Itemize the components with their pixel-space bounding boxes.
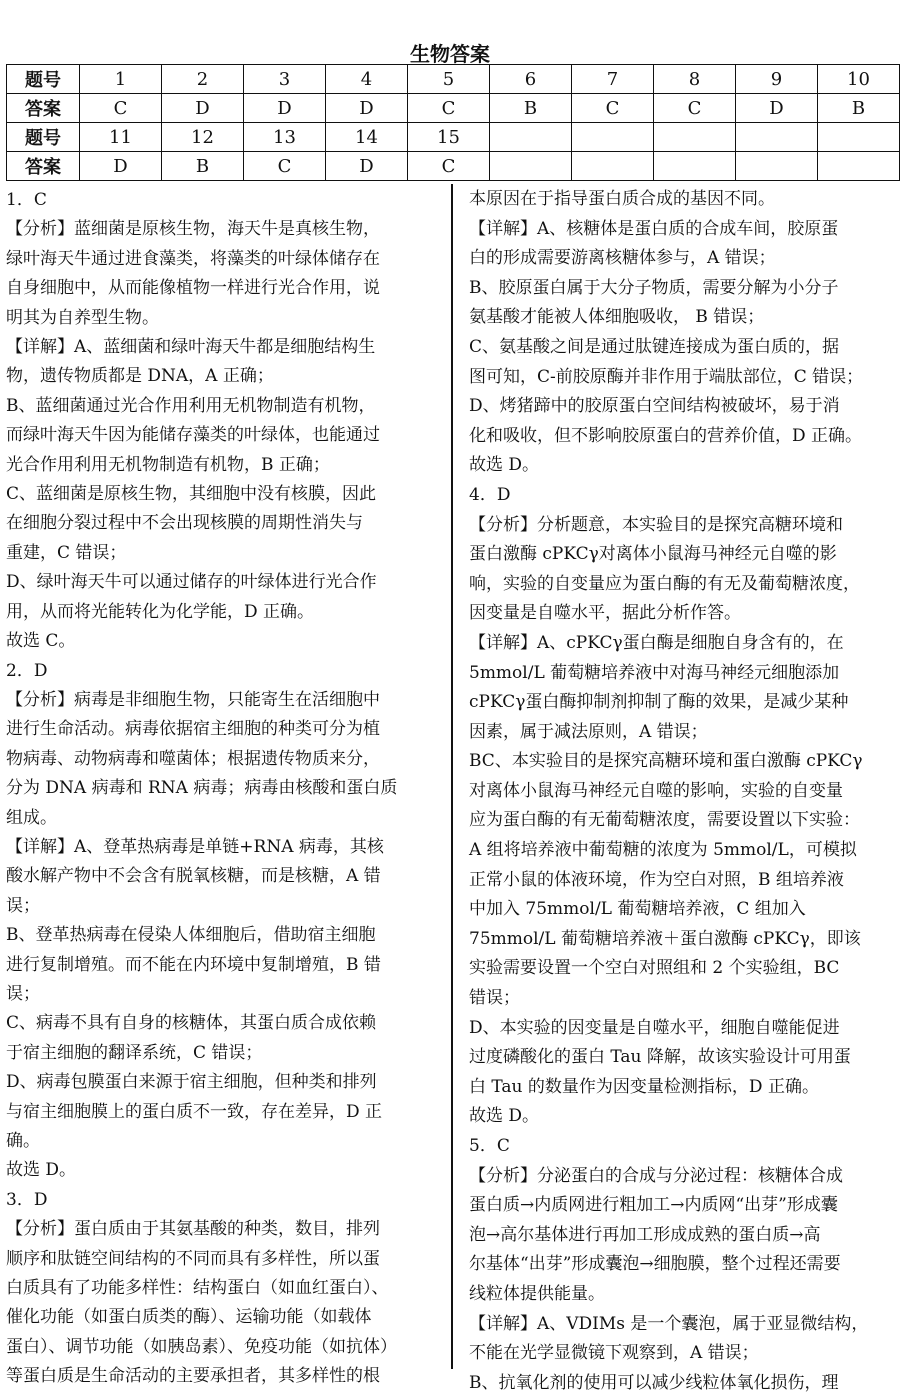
text-line: 中加入 75mmol/L 葡萄糖培养液，C 组加入 <box>469 899 806 920</box>
right-column <box>469 185 897 1398</box>
text-line: D、病毒包膜蛋白来源于宿主细胞，但种类和排列 <box>6 1072 377 1093</box>
text-line: 自身细胞中，从而能像植物一样进行光合作用，说 <box>6 278 380 299</box>
text-line: 尔基体“出芽”形成囊泡→细胞膜，整个过程还需要 <box>469 1254 841 1275</box>
table-cell: D <box>80 152 162 181</box>
text-line: 等蛋白质是生命活动的主要承担者，其多样性的根 <box>6 1366 380 1387</box>
text-line: B、登革热病毒在侵染人体细胞后，借助宿主细胞 <box>6 925 376 946</box>
text-line: B、胶原蛋白属于大分子物质，需要分解为小分子 <box>469 277 839 298</box>
text-line: 正常小鼠的体液环境，作为空白对照，B 组培养液 <box>469 869 844 890</box>
text-line: 错误； <box>469 988 520 1009</box>
table-row <box>7 94 900 123</box>
table-cell: 12 <box>162 123 244 152</box>
row-header-cell: 答案 <box>7 94 80 123</box>
text-line: 故选 D。 <box>6 1160 77 1181</box>
text-line: 误； <box>6 983 40 1004</box>
text-line: 蛋白质→内质网进行粗加工→内质网“出芽”形成囊 <box>469 1195 838 1216</box>
text-line: 酸水解产物中不会含有脱氧核糖，而是核糖，A 错 <box>6 866 381 887</box>
text-line: C、蓝细菌是原核生物，其细胞中没有核膜，因此 <box>6 484 377 505</box>
table-cell: 14 <box>326 123 408 152</box>
text-line: 响，实验的自变量应为蛋白酶的有无及葡萄糖浓度， <box>469 573 860 594</box>
text-line: 实验需要设置一个空白对照组和 2 个实验组，BC <box>469 958 840 979</box>
text-line: 化和吸收，但不影响胶原蛋白的营养价值，D 正确。 <box>469 425 863 446</box>
text-line: 在细胞分裂过程中不会出现核膜的周期性消失与 <box>6 513 363 534</box>
table-cell <box>490 152 572 181</box>
text-line: 应为蛋白酶的有无葡萄糖浓度，需要设置以下实验： <box>469 810 860 831</box>
table-cell <box>572 123 654 152</box>
table-cell: C <box>80 94 162 123</box>
table-cell: 6 <box>490 65 572 94</box>
text-line: 【详解】A、蓝细菌和绿叶海天牛都是细胞结构生 <box>6 337 376 358</box>
table-cell: 5 <box>408 65 490 94</box>
table-cell <box>736 152 818 181</box>
text-line: 【分析】蓝细菌是原核生物，海天牛是真核生物， <box>6 219 380 240</box>
table-cell <box>654 123 736 152</box>
text-line: 顺序和肽链空间结构的不同而具有多样性，所以蛋 <box>6 1248 380 1269</box>
text-line: cPKCγ蛋白酶抑制剂抑制了酶的效果，是减少某种 <box>469 692 849 713</box>
text-line: 【详解】A、VDIMs 是一个囊泡，属于亚显微结构， <box>469 1313 869 1334</box>
table-cell: B <box>162 152 244 181</box>
text-line: 【分析】分泌蛋白的合成与分泌过程：核糖体合成 <box>469 1165 843 1186</box>
table-cell: 9 <box>736 65 818 94</box>
text-line: D、本实验的因变量是自噬水平，细胞自噬能促进 <box>469 1017 840 1038</box>
text-line: 【分析】病毒是非细胞生物，只能寄生在活细胞中 <box>6 689 380 710</box>
text-line: 物，遗传物质都是 DNA，A 正确； <box>6 366 274 387</box>
text-line: 线粒体提供能量。 <box>469 1283 605 1304</box>
text-line: 【详解】A、cPKCγ蛋白酶是细胞自身含有的，在 <box>469 632 844 653</box>
text-line: 明其为自养型生物。 <box>6 307 159 328</box>
text-line: 5．C <box>469 1136 510 1156</box>
table-cell: D <box>736 94 818 123</box>
text-line: B、蓝细菌通过光合作用利用无机物制造有机物， <box>6 395 376 416</box>
text-line: 【分析】分析题意，本实验目的是探究高糖环境和 <box>469 514 843 535</box>
table-cell: B <box>818 94 900 123</box>
table-cell: C <box>244 152 326 181</box>
row-header-cell: 答案 <box>7 152 80 181</box>
table-cell <box>818 123 900 152</box>
table-cell: 11 <box>80 123 162 152</box>
table-cell <box>490 123 572 152</box>
text-line: 不能在光学显微镜下观察到，A 错误； <box>469 1343 759 1364</box>
table-cell: C <box>654 94 736 123</box>
table-cell: 4 <box>326 65 408 94</box>
text-line: 蛋白激酶 cPKCγ对离体小鼠海马神经元自噬的影 <box>469 544 837 565</box>
text-line: 绿叶海天牛通过进食藻类，将藻类的叶绿体储存在 <box>6 248 380 269</box>
text-line: 过度磷酸化的蛋白 Tau 降解，故该实验设计可用蛋 <box>469 1047 851 1068</box>
table-cell <box>818 152 900 181</box>
table-cell <box>654 152 736 181</box>
table-cell <box>736 123 818 152</box>
table-cell: 13 <box>244 123 326 152</box>
table-cell: 2 <box>162 65 244 94</box>
table-cell: D <box>162 94 244 123</box>
text-line: 因变量是自噬水平，据此分析作答。 <box>469 603 741 624</box>
text-line: B、抗氧化剂的使用可以减少线粒体氧化损伤，理 <box>469 1372 839 1393</box>
table-row <box>7 65 900 94</box>
text-line: 【详解】A、登革热病毒是单链+RNA 病毒，其核 <box>6 836 384 857</box>
text-line: 【详解】A、核糖体是蛋白质的合成车间，胶原蛋 <box>469 218 839 239</box>
text-line: BC、本实验目的是探究高糖环境和蛋白激酶 cPKCγ <box>469 751 863 772</box>
page-title: 生物答案 <box>410 42 490 66</box>
text-line: 故选 C。 <box>6 631 76 652</box>
text-line: 3．D <box>6 1189 48 1210</box>
text-line: 进行复制增殖。而不能在内环境中复制增殖，B 错 <box>6 954 381 975</box>
text-line: 图可知，C-前胶原酶并非作用于端肽部位，C 错误； <box>469 366 864 387</box>
left-column <box>6 186 442 1392</box>
text-line: D、绿叶海天牛可以通过储存的叶绿体进行光合作 <box>6 572 377 593</box>
column-divider <box>451 184 453 1369</box>
text-line: 氨基酸才能被人体细胞吸收， B 错误； <box>469 307 765 328</box>
table-cell: C <box>408 152 490 181</box>
text-line: 分为 DNA 病毒和 RNA 病毒；病毒由核酸和蛋白质 <box>6 778 398 799</box>
table-cell: 7 <box>572 65 654 94</box>
table-row <box>7 152 900 181</box>
text-line: 白 Tau 的数量作为因变量检测指标，D 正确。 <box>469 1076 819 1097</box>
text-line: 而绿叶海天牛因为能储存藻类的叶绿体，也能通过 <box>6 425 380 446</box>
text-line: 5mmol/L 葡萄糖培养液中对海马神经元细胞添加 <box>469 662 840 683</box>
text-line: 用，从而将光能转化为化学能，D 正确。 <box>6 601 315 622</box>
text-line: 对离体小鼠海马神经元自噬的影响，实验的自变量 <box>469 780 843 801</box>
table-row <box>7 123 900 152</box>
table-cell: C <box>572 94 654 123</box>
text-line: 75mmol/L 葡萄糖培养液＋蛋白激酶 cPKCγ，即该 <box>469 928 861 949</box>
text-line: C、病毒不具有自身的核糖体，其蛋白质合成依赖 <box>6 1013 377 1034</box>
answer-table <box>6 64 900 181</box>
text-line: 故选 D。 <box>469 455 540 476</box>
table-cell: D <box>326 152 408 181</box>
table-cell: 15 <box>408 123 490 152</box>
table-cell: 3 <box>244 65 326 94</box>
table-cell: C <box>408 94 490 123</box>
row-header-cell: 题号 <box>7 65 80 94</box>
text-line: 1．C <box>6 190 47 210</box>
text-line: 物病毒、动物病毒和噬菌体；根据遗传物质来分， <box>6 748 380 769</box>
text-line: 【分析】蛋白质由于其氨基酸的种类，数目，排列 <box>6 1219 380 1240</box>
table-cell <box>572 152 654 181</box>
text-line: 光合作用利用无机物制造有机物，B 正确； <box>6 454 330 475</box>
text-line: 白质具有了功能多样性：结构蛋白（如血红蛋白）、 <box>6 1278 389 1299</box>
table-cell: 8 <box>654 65 736 94</box>
table-cell: B <box>490 94 572 123</box>
text-line: 组成。 <box>6 807 57 828</box>
text-line: 进行生命活动。病毒依据宿主细胞的种类可分为植 <box>6 719 380 740</box>
text-line: 重建，C 错误； <box>6 542 127 563</box>
text-line: 2．D <box>6 660 48 681</box>
text-line: 误； <box>6 895 40 916</box>
text-line: C、氨基酸之间是通过肽键连接成为蛋白质的，据 <box>469 336 840 357</box>
table-cell: 10 <box>818 65 900 94</box>
text-line: 因素，属于减法原则，A 错误； <box>469 721 708 742</box>
text-line: 于宿主细胞的翻译系统，C 错误； <box>6 1042 263 1063</box>
text-line: D、烤猪蹄中的胶原蛋白空间结构被破坏，易于消 <box>469 396 840 417</box>
table-cell: 1 <box>80 65 162 94</box>
text-line: 与宿主细胞膜上的蛋白质不一致，存在差异，D 正 <box>6 1101 383 1122</box>
row-header-cell: 题号 <box>7 123 80 152</box>
text-line: 确。 <box>6 1131 40 1151</box>
text-line: 故选 D。 <box>469 1106 540 1127</box>
text-line: 蛋白）、调节功能（如胰岛素）、免疫功能（如抗体） <box>6 1336 397 1357</box>
text-line: 本原因在于指导蛋白质合成的基因不同。 <box>469 189 775 209</box>
text-line: 催化功能（如蛋白质类的酶）、运输功能（如载体 <box>6 1307 372 1328</box>
text-line: 泡→高尔基体进行再加工形成成熟的蛋白质→高 <box>469 1224 821 1245</box>
table-cell: D <box>244 94 326 123</box>
table-cell: D <box>326 94 408 123</box>
text-line: A 组将培养液中葡萄糖的浓度为 5mmol/L，可模拟 <box>469 840 857 861</box>
text-line: 4．D <box>469 484 511 505</box>
text-line: 白的形成需要游离核糖体参与，A 错误； <box>469 248 776 269</box>
